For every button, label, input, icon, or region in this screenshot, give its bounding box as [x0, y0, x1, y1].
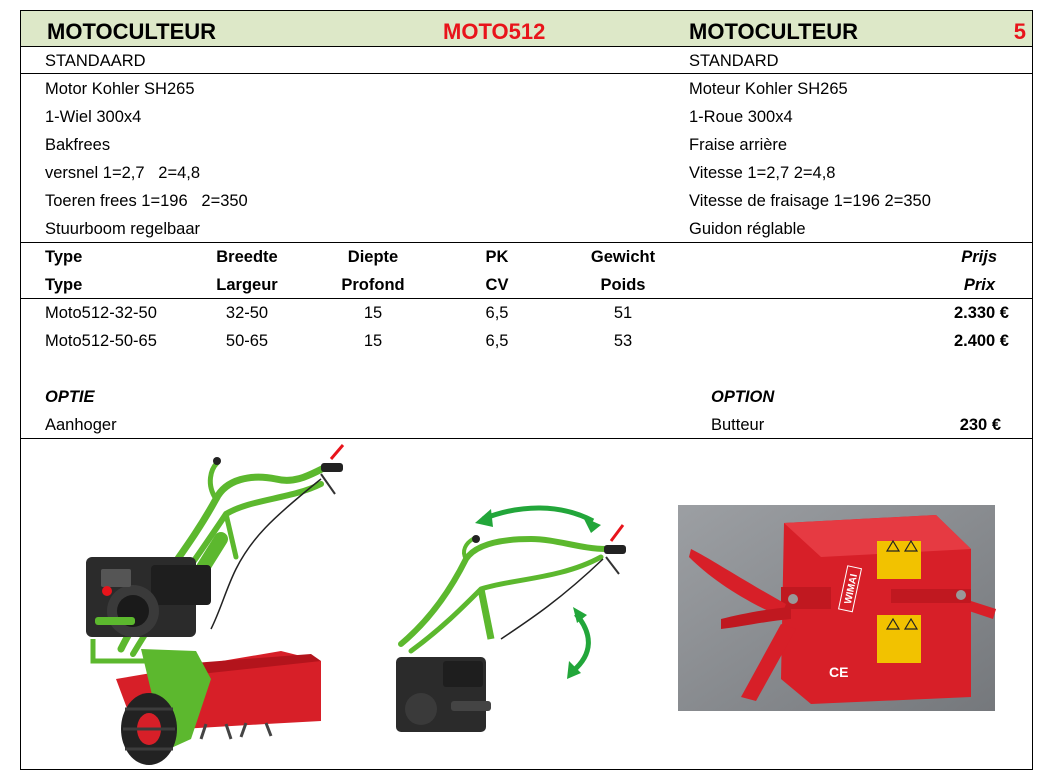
spec-nl-handlebar: Stuurboom regelbaar	[45, 220, 201, 238]
th-type-nl: Type	[45, 248, 83, 266]
spec-fr-gears: Vitesse 1=2,7 2=4,8	[689, 164, 836, 182]
spec-nl-tiller: Bakfrees	[45, 136, 111, 154]
title-fr: MOTOCULTEUR	[689, 19, 859, 44]
th-price-nl: Prijs	[961, 248, 997, 266]
ridger-image	[678, 505, 996, 711]
ce-mark: CE	[829, 664, 849, 680]
spec-fr-handlebar: Guidon réglable	[689, 220, 806, 238]
spec-fr-rpm: Vitesse de fraisage 1=196 2=350	[689, 192, 931, 210]
th-depth-nl: Diepte	[347, 248, 399, 266]
spec-fr-wheel: 1-Roue 300x4	[689, 108, 793, 126]
product-sheet	[20, 10, 1033, 770]
spec-nl-engine: Motor Kohler SH265	[45, 80, 195, 98]
option-title-nl: OPTIE	[45, 388, 95, 406]
spec-nl-standard: STANDAARD	[45, 52, 146, 70]
row2-type: Moto512-50-65	[45, 332, 157, 350]
row1-type: Moto512-32-50	[45, 304, 157, 322]
row2-hp: 6,5	[485, 332, 509, 350]
handlebar-adjust-image	[396, 508, 626, 732]
spec-nl-rpm: Toeren frees 1=196 2=350	[45, 192, 248, 210]
th-depth-fr: Profond	[341, 276, 405, 294]
header-bar	[21, 11, 1032, 47]
divider	[21, 73, 1032, 74]
ridger-brand-text: WIMAI	[842, 573, 861, 606]
row2-width: 50-65	[225, 332, 269, 350]
row1-price: 2.330 €	[953, 304, 1009, 322]
row1-hp: 6,5	[485, 304, 509, 322]
spec-nl-gears: versnel 1=2,7 2=4,8	[45, 164, 201, 182]
th-weight-nl: Gewicht	[590, 248, 656, 266]
row2-weight: 53	[613, 332, 633, 350]
option-item-fr: Butteur	[711, 416, 765, 434]
th-price-fr: Prix	[963, 276, 995, 294]
option-title-fr: OPTION	[711, 388, 775, 406]
divider	[21, 298, 1032, 299]
model-title: MOTO512	[443, 19, 546, 44]
row1-depth: 15	[363, 304, 383, 322]
row2-price: 2.400 €	[953, 332, 1009, 350]
th-hp-nl: PK	[485, 248, 509, 266]
spec-fr-engine: Moteur Kohler SH265	[689, 80, 848, 98]
th-weight-fr: Poids	[600, 276, 646, 294]
row2-depth: 15	[363, 332, 383, 350]
th-hp-fr: CV	[485, 276, 509, 294]
spec-fr-tiller: Fraise arrière	[689, 136, 788, 154]
spec-nl-wheel: 1-Wiel 300x4	[45, 108, 142, 126]
option-item-nl: Aanhoger	[45, 416, 117, 434]
spec-fr-standard: STANDARD	[689, 52, 779, 70]
th-type-fr: Type	[45, 276, 83, 294]
title-nl: MOTOCULTEUR	[47, 19, 217, 44]
page-number: 5	[1013, 19, 1026, 44]
row1-weight: 51	[613, 304, 633, 322]
row1-width: 32-50	[225, 304, 269, 322]
th-width-fr: Largeur	[216, 276, 278, 294]
photo-area	[21, 439, 1032, 769]
th-width-nl: Breedte	[216, 248, 278, 266]
divider	[21, 242, 1032, 243]
option-price: 230 €	[959, 416, 1001, 434]
tiller-image	[86, 445, 343, 765]
